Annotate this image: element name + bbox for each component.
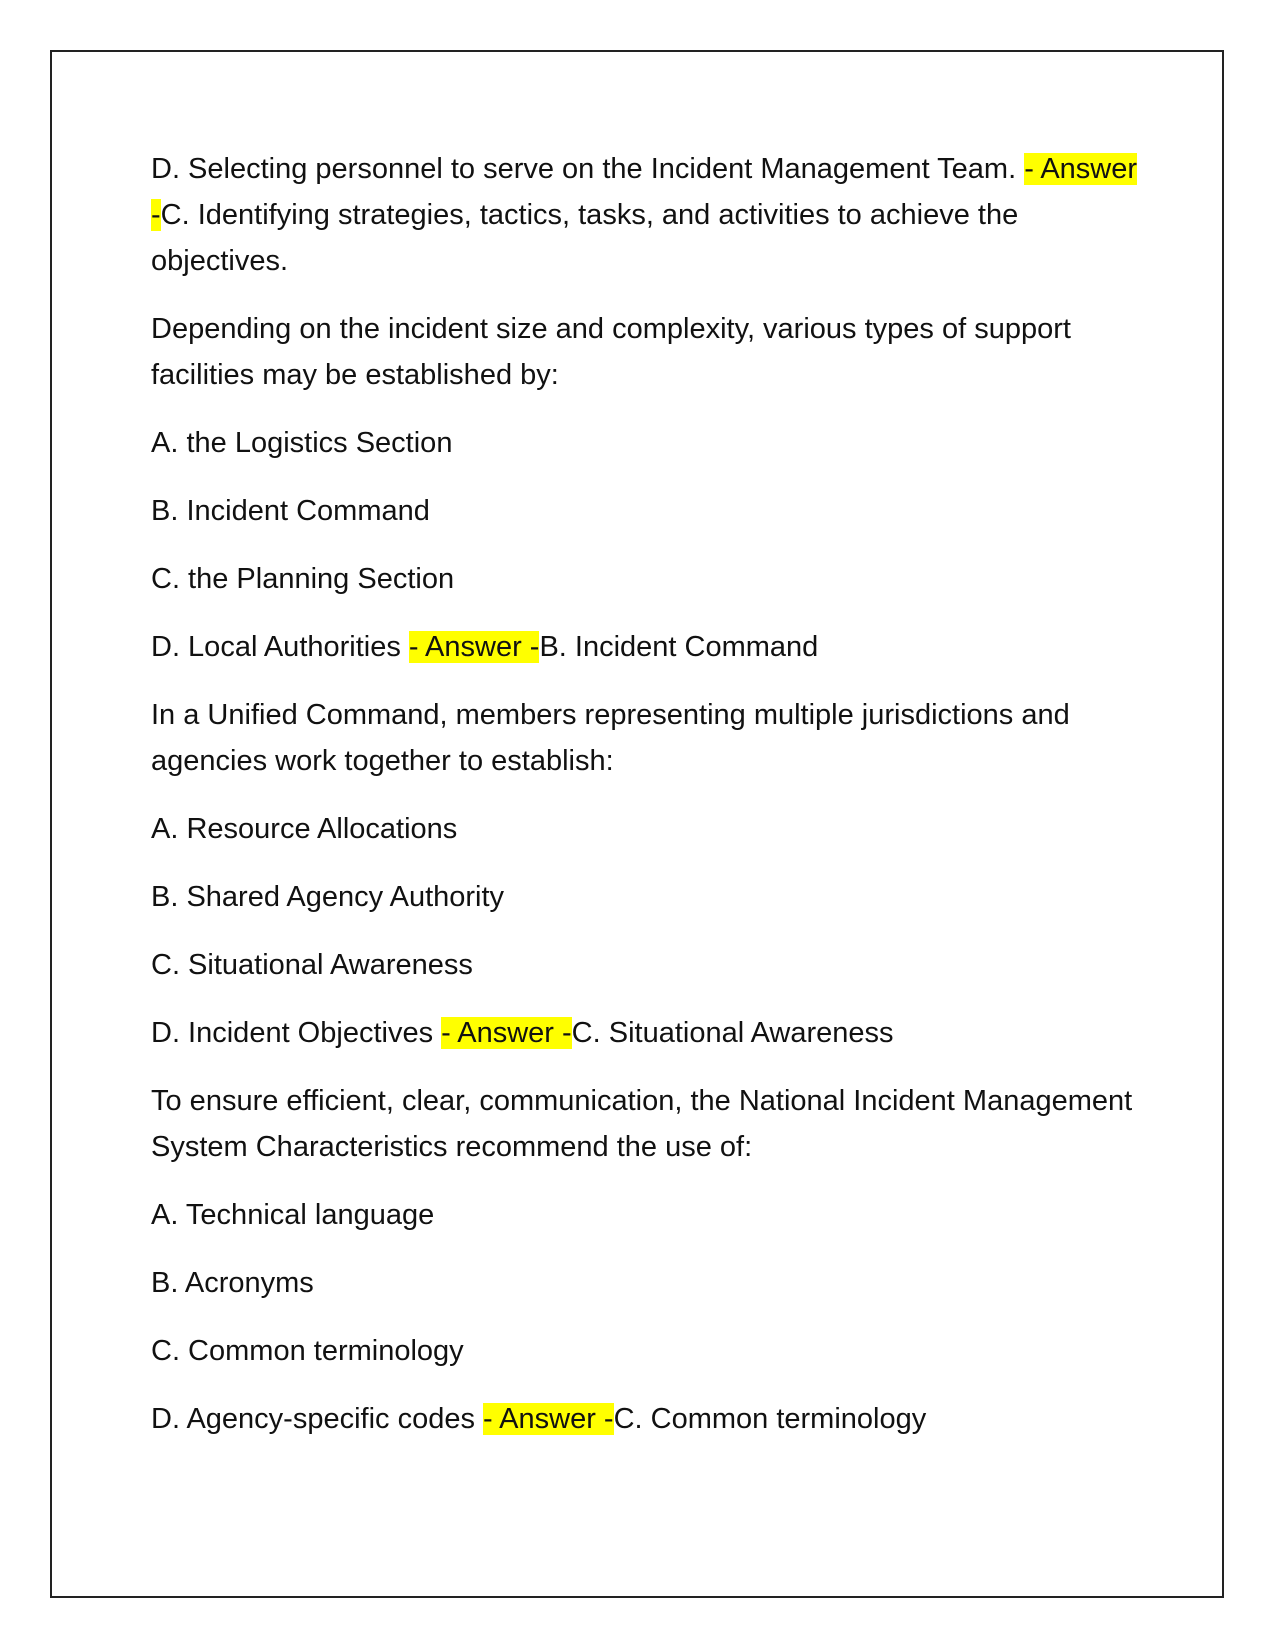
option-text: D. Incident Objectives (151, 1017, 442, 1049)
question-prompt: In a Unified Command, members representing multiple jurisdictions and agencies work together to establish: (151, 699, 1070, 777)
option-a: A. the Logistics Section (151, 427, 453, 459)
answer-highlight: - Answer - (408, 631, 540, 663)
question-prompt: To ensure efficient, clear, communication, the National Incident Management System Characteristics recommend the use of: (151, 1085, 1133, 1163)
q1-option-d-answer (151, 146, 1141, 284)
answer-highlight: - Answer - (483, 1403, 614, 1435)
option-a: A. Technical language (151, 1199, 435, 1231)
answer-highlight: - Answer - (151, 153, 1138, 231)
document-body (151, 146, 1141, 1464)
option-c: C. Situational Awareness (151, 949, 473, 981)
option-d-answer (151, 1010, 1141, 1056)
answer-text: C. Common terminology (613, 1403, 927, 1435)
option-d-answer (151, 624, 1141, 670)
answer-highlight: - Answer - (441, 1017, 572, 1049)
option-c: C. the Planning Section (151, 563, 455, 595)
option-text: D. Local Authorities (151, 631, 409, 663)
option-text: D. Selecting personnel to serve on the Incident Management Team. (151, 153, 1025, 185)
option-c: C. Common terminology (151, 1335, 464, 1367)
option-a: A. Resource Allocations (151, 813, 458, 845)
option-b: B. Incident Command (151, 495, 430, 527)
answer-text: C. Situational Awareness (571, 1017, 894, 1049)
answer-text: B. Incident Command (539, 631, 819, 663)
answer-text: C. Identifying strategies, tactics, tasks, and activities to achieve the objectives. (151, 199, 1019, 277)
question-prompt: Depending on the incident size and complexity, various types of support facilities may be established by: (151, 313, 1071, 391)
option-text: D. Agency-specific codes (151, 1403, 484, 1435)
option-b: B. Acronyms (151, 1267, 314, 1299)
option-b: B. Shared Agency Authority (151, 881, 505, 913)
option-d-answer (151, 1396, 1141, 1442)
